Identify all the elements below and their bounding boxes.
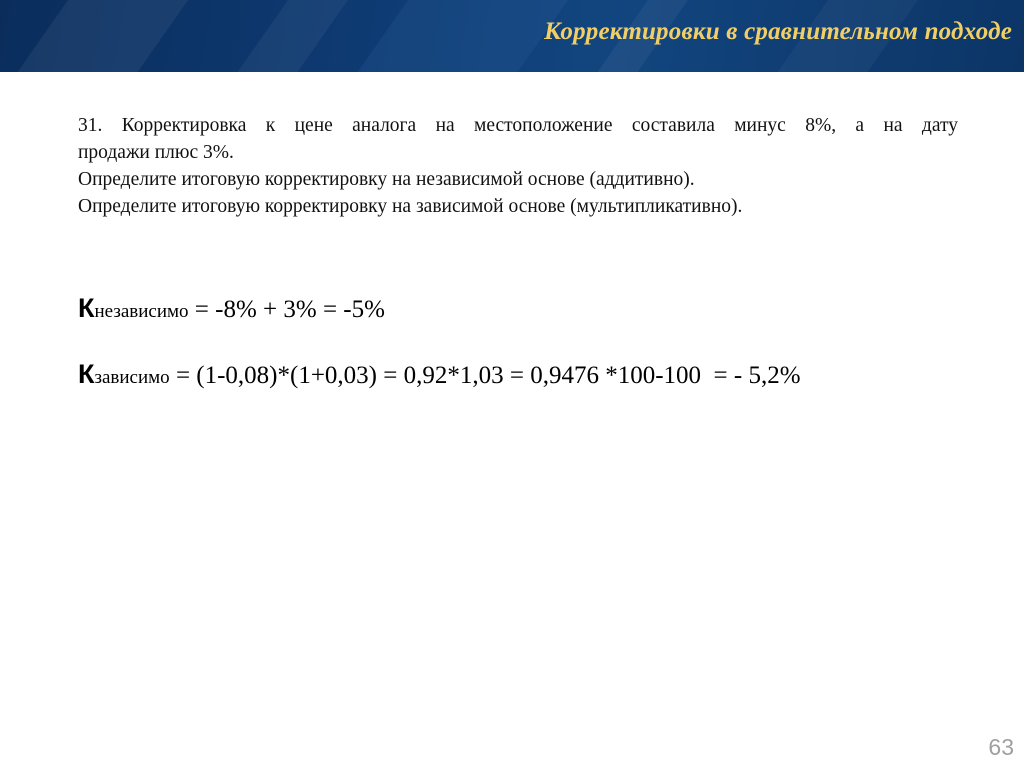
formula-dependent-expression: = (1-0,08)*(1+0,03) = 0,92*1,03 = 0,9476 *100-100 = - 5,2% [169,362,801,389]
problem-line-2: продажи плюс 3%. [78,142,234,163]
problem-line-1: 31. Корректировка к цене аналога на местоположение составила минус 8%, а на дату [78,115,958,136]
header-decoration [5,0,195,72]
problem-paragraph [78,112,958,166]
problem-text [78,112,958,220]
formula-dependent-letter: К [78,359,95,389]
question-additive: Определите итоговую корректировку на независимой основе (аддитивно). [78,169,695,190]
header-decoration [345,0,575,72]
page-number: 63 [988,734,1014,760]
header-decoration [225,0,355,72]
formula-dependent [78,359,801,390]
formula-independent-expression: = -8% + 3% = -5% [188,296,385,323]
slide-header [0,0,1024,72]
slide-title: Корректировки в сравнительном подходе [544,18,1012,45]
formula-dependent-subscript: зависимо [94,367,170,388]
formula-independent-subscript: независимо [94,301,189,322]
question-multiplicative: Определите итоговую корректировку на зависимой основе (мультипликативно). [78,196,743,217]
formula-independent-letter: К [78,293,95,323]
formula-independent [78,293,385,324]
